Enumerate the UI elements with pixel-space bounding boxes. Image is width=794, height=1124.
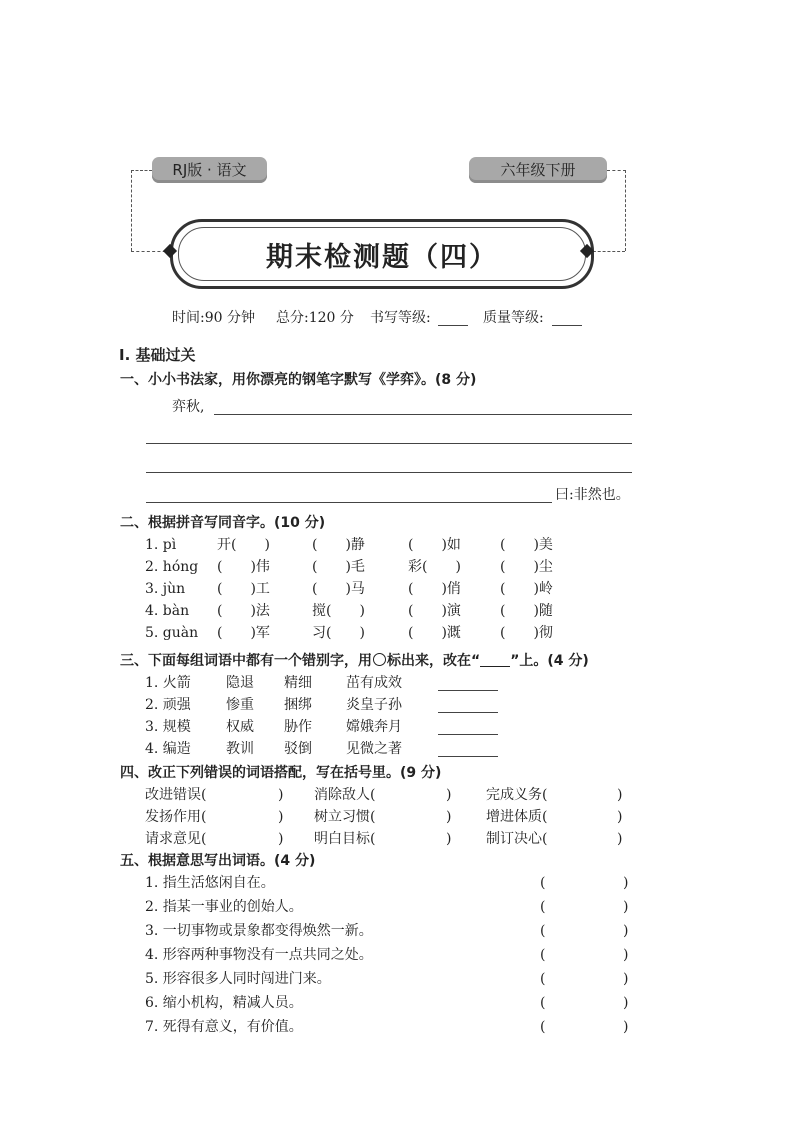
q3-row-4-word-2[interactable]: 教训 [226,741,254,757]
q3-row-1-answer-line[interactable] [438,690,498,691]
q4-row-1-item-3[interactable]: 完成义务( [486,787,548,803]
q5-item-5-close: ) [623,971,629,987]
q3-row-4-word-3[interactable]: 驳倒 [284,741,312,757]
q5-item-2-close: ) [623,899,629,915]
q4-row-2-item-2[interactable]: 树立习惯( [314,809,376,825]
q1-writing-line-3[interactable] [146,472,632,473]
writing-grade-label: 书写等级: [370,310,431,326]
q2-row-4-item-3[interactable]: ( )演 [408,603,461,619]
q5-item-1: 1. 指生活悠闲自在。 [145,875,275,891]
writing-grade-blank[interactable] [438,325,468,326]
q2-row-2-item-2[interactable]: ( )毛 [312,559,365,575]
title-banner [170,219,594,289]
q5-heading: 五、根据意思写出词语。(4 分) [120,853,316,869]
q5-item-7-open[interactable]: ( [540,1019,546,1035]
q2-row-3-item-2[interactable]: ( )马 [312,581,365,597]
left-connector-top [131,170,152,171]
q3-row-1-word-3[interactable]: 精细 [284,675,312,691]
q3-row-3-word-4[interactable]: 嫦娥奔月 [346,719,402,735]
q5-item-4-close: ) [623,947,629,963]
q3-row-3-word-2[interactable]: 权威 [226,719,254,735]
q4-row-3-item-1[interactable]: 请求意见( [145,831,207,847]
q2-row-3-item-1[interactable]: ( )工 [217,581,270,597]
q2-row-5-item-3[interactable]: ( )溉 [408,625,461,641]
q1-end-text: 曰:非然也。 [555,487,630,503]
grade-tag: 六年级下册 [469,157,607,183]
q3-heading-blank [480,654,510,667]
q5-item-5-open[interactable]: ( [540,971,546,987]
q4-row-3-close-2: ) [446,831,452,847]
q4-row-2-close-3: ) [617,809,623,825]
q3-heading-part-a: 三、下面每组词语中都有一个错别字，用 [120,653,372,669]
q4-row-1-item-2[interactable]: 消除敌人( [314,787,376,803]
q5-item-5: 5. 形容很多人同时闯进门来。 [145,971,331,987]
q3-row-2-word-3[interactable]: 捆绑 [284,697,312,713]
q2-row-5-item-1[interactable]: ( )军 [217,625,270,641]
q2-row-4-item-4[interactable]: ( )随 [500,603,553,619]
q3-row-3-answer-line[interactable] [438,734,498,735]
q1-writing-line-4[interactable] [146,502,552,503]
q1-writing-line-2[interactable] [146,443,632,444]
q4-row-2-item-1[interactable]: 发扬作用( [145,809,207,825]
q3-heading-part-b: 标出来，改在“ [387,653,481,669]
q2-row-4-item-1[interactable]: ( )法 [217,603,270,619]
q5-item-6-open[interactable]: ( [540,995,546,1011]
q4-row-3-close-1: ) [278,831,284,847]
q2-row-1-item-2[interactable]: ( )静 [312,537,365,553]
q3-row-1-word-4[interactable]: 茁有成效 [346,675,402,691]
quality-grade-label: 质量等级: [483,310,544,326]
q5-item-1-close: ) [623,875,629,891]
q5-item-4: 4. 形容两种事物没有一点共同之处。 [145,947,373,963]
q3-row-4-word-4[interactable]: 见微之著 [346,741,402,757]
q2-row-1-pinyin: 1. pì [145,537,177,553]
q2-heading: 二、根据拼音写同音字。(10 分) [120,515,326,531]
q3-row-2-word-4[interactable]: 炎皇子孙 [346,697,402,713]
q5-item-6: 6. 缩小机构，精减人员。 [145,995,303,1011]
q2-row-2-item-3[interactable]: 彩( ) [408,559,461,575]
q5-item-1-open[interactable]: ( [540,875,546,891]
q2-row-1-item-4[interactable]: ( )美 [500,537,553,553]
q2-row-2-item-1[interactable]: ( )伟 [217,559,270,575]
circle-icon [373,653,386,666]
q5-item-7-close: ) [623,1019,629,1035]
q3-heading-part-c: ”上。(4 分) [510,653,589,669]
q1-heading: 一、小小书法家，用你漂亮的钢笔字默写《学弈》。(8 分) [120,372,477,388]
q4-heading: 四、改正下列错误的词语搭配，写在括号里。(9 分) [120,765,442,781]
q3-row-1-word-2[interactable]: 隐退 [226,675,254,691]
q4-row-3-item-3[interactable]: 制订决心( [486,831,548,847]
q3-row-2-word-1[interactable]: 2. 顽强 [145,697,191,713]
subject-tag: RJ版 · 语文 [152,157,267,183]
q2-row-1-item-1[interactable]: 开( ) [217,537,270,553]
q4-row-1-close-1: ) [278,787,284,803]
q2-row-2-item-4[interactable]: ( )尘 [500,559,553,575]
q2-row-3-item-4[interactable]: ( )岭 [500,581,553,597]
q4-row-2-close-2: ) [446,809,452,825]
q2-row-3-item-3[interactable]: ( )俏 [408,581,461,597]
q4-row-2-close-1: ) [278,809,284,825]
q4-row-1-close-3: ) [617,787,623,803]
quality-grade-blank[interactable] [552,325,582,326]
q3-row-2-answer-line[interactable] [438,712,498,713]
q1-start-text: 弈秋, [172,399,205,415]
q5-item-3-close: ) [623,923,629,939]
q2-row-1-item-3[interactable]: ( )如 [408,537,461,553]
q4-row-1-item-1[interactable]: 改进错误( [145,787,207,803]
q2-row-3-pinyin: 3. jùn [145,581,186,597]
q3-row-4-answer-line[interactable] [438,756,498,757]
q5-item-3: 3. 一切事物或景象都变得焕然一新。 [145,923,373,939]
q3-row-3-word-1[interactable]: 3. 规模 [145,719,191,735]
left-connector-side [131,170,132,251]
q5-item-7: 7. 死得有意义，有价值。 [145,1019,303,1035]
q5-item-6-close: ) [623,995,629,1011]
q3-row-1-word-1[interactable]: 1. 火箭 [145,675,191,691]
q5-item-4-open[interactable]: ( [540,947,546,963]
score-info: 总分:120 分 [276,310,354,326]
part-one-title: Ⅰ. 基础过关 [119,346,196,364]
time-info: 时间:90 分钟 [172,310,255,326]
q2-row-5-item-4[interactable]: ( )彻 [500,625,553,641]
q2-row-4-pinyin: 4. bàn [145,603,190,619]
q3-row-4-word-1[interactable]: 4. 编造 [145,741,191,757]
q3-row-2-word-2[interactable]: 惨重 [226,697,254,713]
q4-row-3-close-3: ) [617,831,623,847]
q5-item-3-open[interactable]: ( [540,923,546,939]
q2-row-5-item-2[interactable]: 习( ) [312,625,365,641]
q4-row-2-item-3[interactable]: 增进体质( [486,809,548,825]
right-connector-top [607,170,626,171]
q5-item-2-open[interactable]: ( [540,899,546,915]
q2-row-4-item-2[interactable]: 搅( ) [312,603,365,619]
q4-row-1-close-2: ) [446,787,452,803]
right-connector-side [625,170,626,251]
q3-heading [120,652,589,670]
q5-item-2: 2. 指某一事业的创始人。 [145,899,303,915]
q2-row-2-pinyin: 2. hóng [145,559,199,575]
page-title: 期末检测题（四） [266,242,498,273]
q2-row-5-pinyin: 5. guàn [145,625,199,641]
q4-row-3-item-2[interactable]: 明白目标( [314,831,376,847]
q1-writing-line-1[interactable] [214,414,632,415]
q3-row-3-word-3[interactable]: 胁作 [284,719,312,735]
